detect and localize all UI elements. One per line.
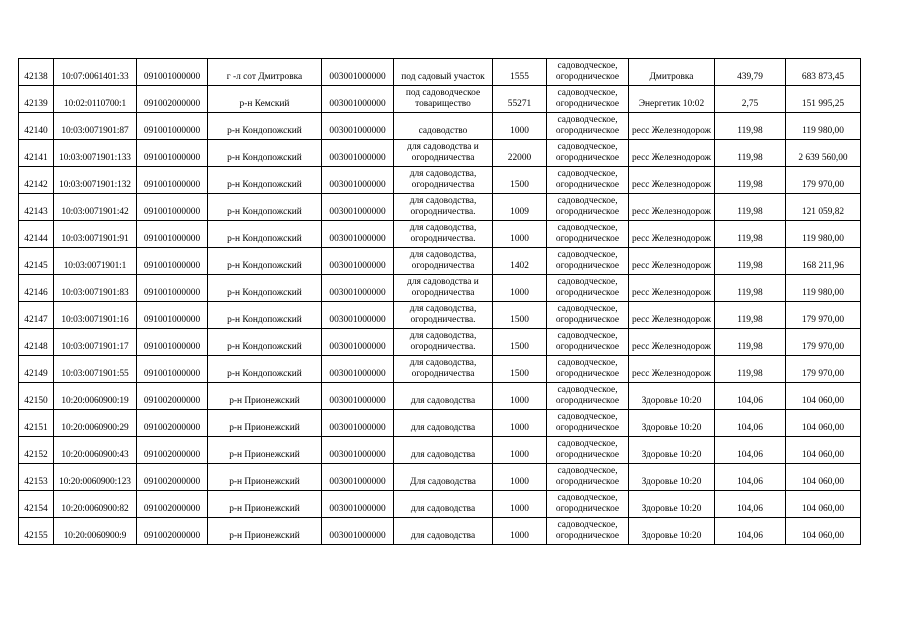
permitted-use-cell-line: для садоводства, bbox=[409, 223, 477, 233]
land-category-cell-line: огородническое bbox=[555, 504, 620, 514]
permitted-use-cell-line: огородничества bbox=[411, 369, 475, 379]
settlement-name-cell: ресс Железнодорож bbox=[629, 194, 715, 221]
cadastral-value-cell: 104 060,00 bbox=[786, 491, 861, 518]
okato-code-cell: 091001000000 bbox=[137, 167, 208, 194]
permitted-use-cell-line: огородничества. bbox=[410, 234, 476, 244]
cadastral-value-table bbox=[18, 58, 861, 545]
table-row bbox=[19, 410, 861, 437]
land-category-cell-line: садоводческое, bbox=[557, 412, 618, 422]
cadastral-value-cell: 104 060,00 bbox=[786, 464, 861, 491]
row-number-cell: 42139 bbox=[19, 86, 54, 113]
municipality-cell: р-н Прионежский bbox=[208, 437, 322, 464]
permitted-use-cell bbox=[394, 329, 493, 356]
permitted-use-cell bbox=[394, 167, 493, 194]
cadastral-number-cell: 10:03:0071901:83 bbox=[54, 275, 137, 302]
municipality-cell: р-н Кондопожский bbox=[208, 194, 322, 221]
area-cell: 1555 bbox=[493, 59, 547, 86]
specific-value-cell: 119,98 bbox=[715, 302, 786, 329]
settlement-name-cell: ресс Железнодорож bbox=[629, 248, 715, 275]
cadastral-number-cell: 10:03:0071901:1 bbox=[54, 248, 137, 275]
table-row bbox=[19, 518, 861, 545]
table-row bbox=[19, 86, 861, 113]
land-category-cell bbox=[547, 302, 629, 329]
permitted-use-cell-line: огородничества. bbox=[410, 207, 476, 217]
table-row bbox=[19, 194, 861, 221]
permitted-use-cell-line: огородничества bbox=[411, 288, 475, 298]
okato-code-cell: 091002000000 bbox=[137, 410, 208, 437]
settlement-name-cell: ресс Железнодорож bbox=[629, 329, 715, 356]
category-code-cell: 003001000000 bbox=[322, 59, 394, 86]
permitted-use-cell-line: для садоводства, bbox=[409, 250, 477, 260]
land-category-cell bbox=[547, 275, 629, 302]
permitted-use-cell-line: огородничества bbox=[411, 180, 475, 190]
permitted-use-cell-line: для садоводства, bbox=[409, 331, 477, 341]
specific-value-cell: 119,98 bbox=[715, 140, 786, 167]
permitted-use-cell-line: для садоводства bbox=[410, 423, 476, 433]
category-code-cell: 003001000000 bbox=[322, 113, 394, 140]
okato-code-cell: 091002000000 bbox=[137, 518, 208, 545]
permitted-use-cell-line: товарищество bbox=[415, 99, 471, 109]
settlement-name-cell: Здоровье 10:20 bbox=[629, 518, 715, 545]
row-number-cell: 42138 bbox=[19, 59, 54, 86]
land-category-cell-line: огородническое bbox=[555, 315, 620, 325]
land-category-cell bbox=[547, 356, 629, 383]
area-cell: 1000 bbox=[493, 518, 547, 545]
settlement-name-cell: Энергетик 10:02 bbox=[629, 86, 715, 113]
cadastral-value-cell: 119 980,00 bbox=[786, 113, 861, 140]
settlement-name-cell: ресс Железнодорож bbox=[629, 275, 715, 302]
permitted-use-cell-line bbox=[395, 493, 491, 504]
land-category-cell-line: садоводческое, bbox=[557, 223, 618, 233]
category-code-cell: 003001000000 bbox=[322, 167, 394, 194]
permitted-use-cell bbox=[394, 437, 493, 464]
specific-value-cell: 2,75 bbox=[715, 86, 786, 113]
cadastral-value-cell: 121 059,82 bbox=[786, 194, 861, 221]
permitted-use-cell bbox=[394, 248, 493, 275]
category-code-cell: 003001000000 bbox=[322, 275, 394, 302]
cadastral-number-cell: 10:20:0060900:123 bbox=[54, 464, 137, 491]
municipality-cell: р-н Прионежский bbox=[208, 518, 322, 545]
settlement-name-cell: Здоровье 10:20 bbox=[629, 437, 715, 464]
land-category-cell-line: огородническое bbox=[555, 126, 620, 136]
municipality-cell: р-н Кондопожский bbox=[208, 140, 322, 167]
settlement-name-cell: ресс Железнодорож bbox=[629, 221, 715, 248]
table-row bbox=[19, 383, 861, 410]
settlement-name-cell: ресс Железнодорож bbox=[629, 113, 715, 140]
cadastral-number-cell: 10:07:0061401:33 bbox=[54, 59, 137, 86]
category-code-cell: 003001000000 bbox=[322, 491, 394, 518]
settlement-name-cell: ресс Железнодорож bbox=[629, 140, 715, 167]
permitted-use-cell-line: садоводство bbox=[418, 126, 468, 136]
settlement-name-cell: ресс Железнодорож bbox=[629, 167, 715, 194]
category-code-cell: 003001000000 bbox=[322, 221, 394, 248]
settlement-name-cell: Здоровье 10:20 bbox=[629, 383, 715, 410]
area-cell: 1000 bbox=[493, 113, 547, 140]
row-number-cell: 42149 bbox=[19, 356, 54, 383]
cadastral-value-cell: 2 639 560,00 bbox=[786, 140, 861, 167]
land-category-cell-line: садоводческое, bbox=[557, 250, 618, 260]
category-code-cell: 003001000000 bbox=[322, 194, 394, 221]
settlement-name-cell: Здоровье 10:20 bbox=[629, 410, 715, 437]
municipality-cell: г -л сот Дмитровка bbox=[208, 59, 322, 86]
cadastral-number-cell: 10:20:0060900:82 bbox=[54, 491, 137, 518]
cadastral-value-cell: 179 970,00 bbox=[786, 329, 861, 356]
area-cell: 1000 bbox=[493, 410, 547, 437]
table-row bbox=[19, 59, 861, 86]
permitted-use-cell bbox=[394, 518, 493, 545]
area-cell: 1000 bbox=[493, 275, 547, 302]
permitted-use-cell-line: для садоводства bbox=[410, 504, 476, 514]
cadastral-value-cell: 179 970,00 bbox=[786, 167, 861, 194]
category-code-cell: 003001000000 bbox=[322, 383, 394, 410]
category-code-cell: 003001000000 bbox=[322, 329, 394, 356]
category-code-cell: 003001000000 bbox=[322, 518, 394, 545]
land-category-cell-line: огородническое bbox=[555, 396, 620, 406]
settlement-name-cell: ресс Железнодорож bbox=[629, 356, 715, 383]
land-category-cell-line: садоводческое, bbox=[557, 142, 618, 152]
specific-value-cell: 439,79 bbox=[715, 59, 786, 86]
permitted-use-cell bbox=[394, 464, 493, 491]
permitted-use-cell bbox=[394, 86, 493, 113]
permitted-use-cell-line: под садовый участок bbox=[401, 72, 485, 82]
area-cell: 1000 bbox=[493, 464, 547, 491]
specific-value-cell: 119,98 bbox=[715, 356, 786, 383]
land-category-cell bbox=[547, 518, 629, 545]
permitted-use-cell bbox=[394, 491, 493, 518]
category-code-cell: 003001000000 bbox=[322, 248, 394, 275]
category-code-cell: 003001000000 bbox=[322, 140, 394, 167]
table-row bbox=[19, 221, 861, 248]
category-code-cell: 003001000000 bbox=[322, 86, 394, 113]
okato-code-cell: 091002000000 bbox=[137, 491, 208, 518]
municipality-cell: р-н Прионежский bbox=[208, 491, 322, 518]
specific-value-cell: 104,06 bbox=[715, 437, 786, 464]
cadastral-value-cell: 683 873,45 bbox=[786, 59, 861, 86]
municipality-cell: р-н Кондопожский bbox=[208, 167, 322, 194]
land-category-cell-line: садоводческое, bbox=[557, 169, 618, 179]
permitted-use-cell-line bbox=[395, 412, 491, 423]
permitted-use-cell-line: Для садоводства bbox=[410, 477, 476, 487]
row-number-cell: 42153 bbox=[19, 464, 54, 491]
area-cell: 1500 bbox=[493, 356, 547, 383]
specific-value-cell: 104,06 bbox=[715, 491, 786, 518]
municipality-cell: р-н Кемский bbox=[208, 86, 322, 113]
cadastral-value-cell: 104 060,00 bbox=[786, 410, 861, 437]
settlement-name-cell: Дмитровка bbox=[629, 59, 715, 86]
cadastral-number-cell: 10:03:0071901:17 bbox=[54, 329, 137, 356]
area-cell: 1000 bbox=[493, 383, 547, 410]
table-row bbox=[19, 140, 861, 167]
land-category-cell bbox=[547, 410, 629, 437]
cadastral-value-cell: 119 980,00 bbox=[786, 275, 861, 302]
table-row bbox=[19, 491, 861, 518]
permitted-use-cell-line: для садоводства, bbox=[409, 169, 477, 179]
table-row bbox=[19, 464, 861, 491]
okato-code-cell: 091001000000 bbox=[137, 194, 208, 221]
row-number-cell: 42147 bbox=[19, 302, 54, 329]
row-number-cell: 42142 bbox=[19, 167, 54, 194]
cadastral-number-cell: 10:03:0071901:133 bbox=[54, 140, 137, 167]
okato-code-cell: 091001000000 bbox=[137, 140, 208, 167]
municipality-cell: р-н Кондопожский bbox=[208, 329, 322, 356]
cadastral-number-cell: 10:03:0071901:87 bbox=[54, 113, 137, 140]
okato-code-cell: 091001000000 bbox=[137, 248, 208, 275]
permitted-use-cell bbox=[394, 113, 493, 140]
municipality-cell: р-н Кондопожский bbox=[208, 302, 322, 329]
table-row bbox=[19, 113, 861, 140]
permitted-use-cell-line: для садоводства, bbox=[409, 196, 477, 206]
category-code-cell: 003001000000 bbox=[322, 302, 394, 329]
table-row bbox=[19, 302, 861, 329]
permitted-use-cell-line bbox=[395, 520, 491, 531]
land-category-cell-line: огородническое bbox=[555, 342, 620, 352]
row-number-cell: 42144 bbox=[19, 221, 54, 248]
cadastral-value-cell: 119 980,00 bbox=[786, 221, 861, 248]
permitted-use-cell-line: для садоводства, bbox=[409, 304, 477, 314]
cadastral-value-cell: 151 995,25 bbox=[786, 86, 861, 113]
land-category-cell-line: садоводческое, bbox=[557, 520, 618, 530]
land-category-cell bbox=[547, 59, 629, 86]
municipality-cell: р-н Прионежский bbox=[208, 410, 322, 437]
specific-value-cell: 119,98 bbox=[715, 167, 786, 194]
specific-value-cell: 119,98 bbox=[715, 329, 786, 356]
cadastral-number-cell: 10:03:0071901:132 bbox=[54, 167, 137, 194]
land-category-cell-line: садоводческое, bbox=[557, 385, 618, 395]
permitted-use-cell bbox=[394, 410, 493, 437]
settlement-name-cell: Здоровье 10:20 bbox=[629, 491, 715, 518]
permitted-use-cell-line: огородничества bbox=[411, 153, 475, 163]
permitted-use-cell bbox=[394, 221, 493, 248]
table-row bbox=[19, 356, 861, 383]
permitted-use-cell-line bbox=[395, 385, 491, 396]
land-category-cell-line: огородническое bbox=[555, 450, 620, 460]
row-number-cell: 42148 bbox=[19, 329, 54, 356]
land-category-cell bbox=[547, 140, 629, 167]
land-category-cell-line: огородническое bbox=[555, 423, 620, 433]
municipality-cell: р-н Кондопожский bbox=[208, 113, 322, 140]
land-category-cell-line: садоводческое, bbox=[557, 115, 618, 125]
land-category-cell bbox=[547, 113, 629, 140]
land-category-cell-line: огородническое bbox=[555, 207, 620, 217]
cadastral-number-cell: 10:20:0060900:43 bbox=[54, 437, 137, 464]
municipality-cell: р-н Кондопожский bbox=[208, 356, 322, 383]
land-category-cell bbox=[547, 437, 629, 464]
land-category-cell-line: огородническое bbox=[555, 369, 620, 379]
specific-value-cell: 119,98 bbox=[715, 275, 786, 302]
row-number-cell: 42146 bbox=[19, 275, 54, 302]
specific-value-cell: 119,98 bbox=[715, 194, 786, 221]
row-number-cell: 42150 bbox=[19, 383, 54, 410]
settlement-name-cell: ресс Железнодорож bbox=[629, 302, 715, 329]
land-category-cell bbox=[547, 167, 629, 194]
land-category-cell-line: огородническое bbox=[555, 72, 620, 82]
permitted-use-cell-line: для садоводства и bbox=[407, 277, 479, 287]
land-category-cell-line: огородническое bbox=[555, 261, 620, 271]
land-category-cell bbox=[547, 248, 629, 275]
specific-value-cell: 119,98 bbox=[715, 221, 786, 248]
land-category-cell-line: огородническое bbox=[555, 153, 620, 163]
category-code-cell: 003001000000 bbox=[322, 437, 394, 464]
table-row bbox=[19, 329, 861, 356]
area-cell: 55271 bbox=[493, 86, 547, 113]
area-cell: 1500 bbox=[493, 302, 547, 329]
land-category-cell-line: садоводческое, bbox=[557, 304, 618, 314]
area-cell: 1000 bbox=[493, 221, 547, 248]
permitted-use-cell-line bbox=[395, 439, 491, 450]
cadastral-value-cell: 179 970,00 bbox=[786, 356, 861, 383]
cadastral-number-cell: 10:02:0110700:1 bbox=[54, 86, 137, 113]
permitted-use-cell-line: под садоводческое bbox=[405, 88, 481, 98]
area-cell: 1402 bbox=[493, 248, 547, 275]
land-category-cell-line: садоводческое, bbox=[557, 61, 618, 71]
table-body bbox=[19, 59, 861, 545]
table-row bbox=[19, 248, 861, 275]
specific-value-cell: 119,98 bbox=[715, 113, 786, 140]
row-number-cell: 42140 bbox=[19, 113, 54, 140]
municipality-cell: р-н Кондопожский bbox=[208, 221, 322, 248]
permitted-use-cell bbox=[394, 383, 493, 410]
area-cell: 1009 bbox=[493, 194, 547, 221]
okato-code-cell: 091001000000 bbox=[137, 329, 208, 356]
permitted-use-cell bbox=[394, 302, 493, 329]
land-category-cell-line: садоводческое, bbox=[557, 493, 618, 503]
okato-code-cell: 091001000000 bbox=[137, 275, 208, 302]
okato-code-cell: 091002000000 bbox=[137, 383, 208, 410]
permitted-use-cell-line: для садоводства bbox=[410, 396, 476, 406]
land-category-cell bbox=[547, 464, 629, 491]
land-category-cell-line: садоводческое, bbox=[557, 277, 618, 287]
okato-code-cell: 091001000000 bbox=[137, 113, 208, 140]
land-category-cell-line: садоводческое, bbox=[557, 358, 618, 368]
municipality-cell: р-н Прионежский bbox=[208, 383, 322, 410]
okato-code-cell: 091001000000 bbox=[137, 302, 208, 329]
cadastral-number-cell: 10:03:0071901:55 bbox=[54, 356, 137, 383]
row-number-cell: 42145 bbox=[19, 248, 54, 275]
category-code-cell: 003001000000 bbox=[322, 410, 394, 437]
cadastral-number-cell: 10:20:0060900:29 bbox=[54, 410, 137, 437]
land-category-cell bbox=[547, 194, 629, 221]
row-number-cell: 42155 bbox=[19, 518, 54, 545]
row-number-cell: 42151 bbox=[19, 410, 54, 437]
row-number-cell: 42141 bbox=[19, 140, 54, 167]
land-category-cell bbox=[547, 491, 629, 518]
specific-value-cell: 104,06 bbox=[715, 410, 786, 437]
permitted-use-cell-line: для садоводства, bbox=[409, 358, 477, 368]
cadastral-number-cell: 10:03:0071901:16 bbox=[54, 302, 137, 329]
land-category-cell bbox=[547, 86, 629, 113]
permitted-use-cell bbox=[394, 140, 493, 167]
municipality-cell: р-н Прионежский bbox=[208, 464, 322, 491]
land-category-cell-line: огородническое bbox=[555, 180, 620, 190]
land-category-cell-line: огородническое bbox=[555, 288, 620, 298]
cadastral-value-cell: 104 060,00 bbox=[786, 437, 861, 464]
land-category-cell-line: огородническое bbox=[555, 477, 620, 487]
permitted-use-cell-line bbox=[395, 466, 491, 477]
area-cell: 1500 bbox=[493, 329, 547, 356]
settlement-name-cell: Здоровье 10:20 bbox=[629, 464, 715, 491]
permitted-use-cell-line: для садоводства и bbox=[407, 142, 479, 152]
cadastral-value-cell: 168 211,96 bbox=[786, 248, 861, 275]
okato-code-cell: 091002000000 bbox=[137, 86, 208, 113]
permitted-use-cell-line bbox=[395, 61, 491, 72]
okato-code-cell: 091002000000 bbox=[137, 437, 208, 464]
category-code-cell: 003001000000 bbox=[322, 356, 394, 383]
table-row bbox=[19, 437, 861, 464]
permitted-use-cell bbox=[394, 356, 493, 383]
okato-code-cell: 091001000000 bbox=[137, 221, 208, 248]
land-category-cell-line: садоводческое, bbox=[557, 331, 618, 341]
okato-code-cell: 091002000000 bbox=[137, 464, 208, 491]
specific-value-cell: 104,06 bbox=[715, 518, 786, 545]
row-number-cell: 42143 bbox=[19, 194, 54, 221]
okato-code-cell: 091001000000 bbox=[137, 356, 208, 383]
permitted-use-cell-line bbox=[395, 115, 491, 126]
okato-code-cell: 091001000000 bbox=[137, 59, 208, 86]
cadastral-value-cell: 104 060,00 bbox=[786, 518, 861, 545]
cadastral-value-cell: 104 060,00 bbox=[786, 383, 861, 410]
land-category-cell bbox=[547, 383, 629, 410]
cadastral-number-cell: 10:20:0060900:9 bbox=[54, 518, 137, 545]
land-category-cell-line: огородническое bbox=[555, 531, 620, 541]
permitted-use-cell bbox=[394, 275, 493, 302]
land-category-cell bbox=[547, 221, 629, 248]
land-category-cell-line: огородническое bbox=[555, 234, 620, 244]
municipality-cell: р-н Кондопожский bbox=[208, 275, 322, 302]
permitted-use-cell-line: огородничества. bbox=[410, 315, 476, 325]
land-category-cell-line: садоводческое, bbox=[557, 439, 618, 449]
permitted-use-cell bbox=[394, 194, 493, 221]
category-code-cell: 003001000000 bbox=[322, 464, 394, 491]
area-cell: 22000 bbox=[493, 140, 547, 167]
specific-value-cell: 119,98 bbox=[715, 248, 786, 275]
row-number-cell: 42154 bbox=[19, 491, 54, 518]
permitted-use-cell bbox=[394, 59, 493, 86]
land-category-cell-line: садоводческое, bbox=[557, 196, 618, 206]
permitted-use-cell-line: огородничества. bbox=[410, 342, 476, 352]
land-category-cell bbox=[547, 329, 629, 356]
land-category-cell-line: садоводческое, bbox=[557, 466, 618, 476]
municipality-cell: р-н Кондопожский bbox=[208, 248, 322, 275]
area-cell: 1500 bbox=[493, 167, 547, 194]
area-cell: 1000 bbox=[493, 491, 547, 518]
specific-value-cell: 104,06 bbox=[715, 464, 786, 491]
area-cell: 1000 bbox=[493, 437, 547, 464]
cadastral-number-cell: 10:20:0060900:19 bbox=[54, 383, 137, 410]
land-category-cell-line: садоводческое, bbox=[557, 88, 618, 98]
row-number-cell: 42152 bbox=[19, 437, 54, 464]
table-row bbox=[19, 275, 861, 302]
cadastral-number-cell: 10:03:0071901:42 bbox=[54, 194, 137, 221]
permitted-use-cell-line: для садоводства bbox=[410, 450, 476, 460]
table-row bbox=[19, 167, 861, 194]
specific-value-cell: 104,06 bbox=[715, 383, 786, 410]
land-category-cell-line: огородническое bbox=[555, 99, 620, 109]
permitted-use-cell-line: огородничества bbox=[411, 261, 475, 271]
permitted-use-cell-line: для садоводства bbox=[410, 531, 476, 541]
cadastral-number-cell: 10:03:0071901:91 bbox=[54, 221, 137, 248]
cadastral-value-cell: 179 970,00 bbox=[786, 302, 861, 329]
